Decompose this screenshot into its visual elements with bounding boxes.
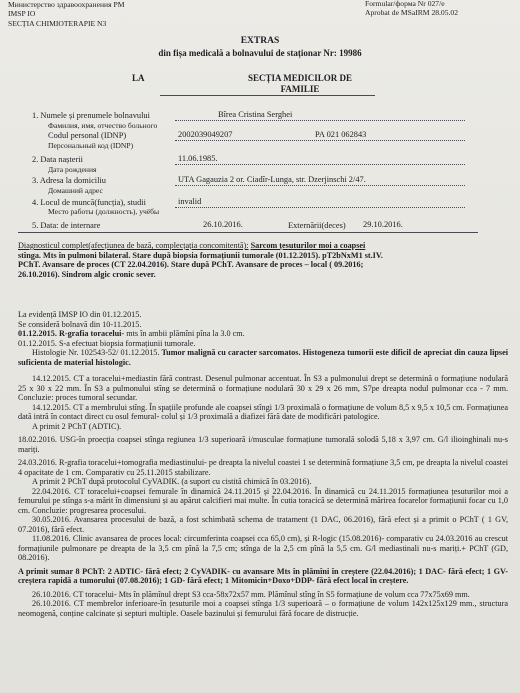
- section-label: SECȚIA CHIMIOTERAPIE N3: [8, 19, 107, 28]
- form-approval: Aprobat de MSaIRM 28.05.02: [365, 8, 459, 17]
- history-line-text: mts în ambii plămîni pîna la 3.0 cm.: [124, 329, 245, 338]
- address-value: UTA Gagauzia 2 or. Ciadîr-Lunga, str. Dzerjinschi 2/47.: [178, 175, 366, 184]
- course-paragraph: 14.12.2015. CT a toracelui+mediastin fără contrast. Desenul pulmonar accentuat. În S3 a pulmonului drept se determină o formațiune nodulară 25 x 30 x 22 mm. În S3 a pulmonului stîng se determină o formațiune nodulară 30 x 29 x 26 mm, S7pe dreapta nodul pulmonar cca - 7 mm. Concluzie: proces tumoral secundar.: [18, 374, 508, 402]
- history-line: 01.12.2015. S-a efectuat biopsia formațiunii tumorale.: [18, 338, 196, 348]
- field-line: [175, 185, 465, 186]
- birthdate-value: 11.06.1985.: [178, 154, 218, 163]
- course-paragraph: A primit 2 PChT după protocolul CyVADIK. (a suport cu cistită chimică în 03.2016).: [32, 477, 312, 486]
- form-number: Formular/форма Nr 027/e: [365, 0, 445, 8]
- doc-subtitle: din fișa medicală a bolnavului de staționar Nr: 19986: [158, 48, 362, 58]
- history-line: La evidență IMSP IO din 01.12.2015.: [18, 310, 142, 319]
- workplace-label: 4. Locul de muncă(funcția), studii: [32, 198, 146, 207]
- course-paragraph: 30.05.2016. Avansarea procesului de bază, a fost schimbată schema de tratament (1 DAC, 06.2016), fără efect și a primit o PChT ( 1 GV, 07.2016), fără efect.: [18, 515, 508, 534]
- birthdate-label-ru: Дата рождения: [48, 165, 97, 174]
- addressee-prefix: LA: [132, 73, 145, 83]
- history-line: Se consideră bolnavă din 10-11.2015.: [18, 319, 142, 329]
- diagnosis-line: 26.10.2016). Sindrom algic cronic sever.: [18, 269, 156, 279]
- diagnosis-block: [18, 241, 508, 279]
- discharge-label: Externării(deces): [288, 221, 346, 230]
- admission-date: 26.10.2016.: [203, 220, 243, 229]
- diagnosis-line: PChT. Avansare de proces (CT 22.04.2016). Stare după PChT. Avansare de proces – local ( 09.2016;: [18, 260, 364, 269]
- course-paragraph: 24.03.2016. R-grafia toracelui+tomografia mediastinului- pe dreapta la nivelul coastei 1 se determină formațiune 3,5 cm, pe dreapta la nivelul coastei 4 opacitate de 1 cm. Comparativ cu 25.11.2015 stabilizare.: [18, 458, 508, 477]
- course-paragraph: 11.08.2016. Clinic avansarea de proces local: circumferinta coapsei cca 65,0 cm), și R-logic (15.08.2016)- comparativ cu 24.03.2016 au crescut formațiunile pulmonare pe dreapta de la 3,5 cm pînă la 7,5 cm; stînga de la 2,5 cm pînă la 5,5 cm. G/l mediastinali nu-s mariți.+ PChT (GD, 08.2016).: [18, 534, 508, 562]
- idnp-label: Codul personal (IDNP): [48, 131, 127, 140]
- patient-name-value: Bîrea Cristina Serghei: [218, 110, 293, 119]
- field-line: [175, 207, 465, 208]
- dates-label: 5. Data: de internare: [32, 221, 101, 230]
- course-paragraph: 22.04.2016. CT toracelui+coapsei femurale în dinamică 24.11.2015 și 22.04.2016. În dinamică cu 24.11.2015 formațiunea țesuturilor moi a femurului pe stînga s-a mărit în dimensiuni și au apărut calcifieri mai multe. În cutia toracică se determină mărirea focarelor formațiunii focar cu 1,0 cm. Concluzie: progresarea procesului.: [18, 486, 508, 515]
- patient-name-label-ru: Фамилия, имя, отчество больного: [48, 121, 158, 130]
- institution-label: IMSP IO: [8, 9, 36, 18]
- idnp-label-ru: Персональный код (IDNP): [48, 141, 134, 150]
- field-line: [175, 120, 465, 121]
- workplace-value: invalid: [178, 197, 202, 206]
- diagnosis-label: Diagnosticul complet(afecțiunea de bază, complecțația concomitentă):: [18, 241, 249, 250]
- course-paragraph: 18.02.2016. USG-în proecția coapsei stînga regiunea 1/3 superioară i/musculae formațiune tumorală solodă 5,18 x 3,97 cm. G/l ilioinghinali nu-s mariți.: [18, 435, 508, 454]
- section-divider: [18, 232, 478, 233]
- course-paragraph: 14.12.2015. CT a membrului stîng. În spațiile profunde ale coapsei stîngi 1/3 proximală o formațiune de volum 8,5 x 9,5 x 10,5 cm. Formațiunea dată intră în contact direct cu osul femural- colul și 1/3 proximală a diafizei fără date de modificări patologice.: [18, 402, 508, 421]
- patient-name-label: 1. Numele și prenumele bolnavului: [32, 111, 150, 120]
- birthdate-label: 2. Data nașterii: [32, 155, 83, 164]
- course-paragraph: A primit 2 PChT (ADTIC).: [32, 421, 122, 431]
- diagnosis-line: stînga. Mts în pulmoni bilateral. Stare după biopsia formațiunii tumorale (01.12.2015). pT2bNxM1 st.IV.: [18, 250, 383, 260]
- history-line-bold: 01.12.2015. R-grafia toracelui-: [18, 329, 125, 338]
- doc-title: EXTRAS: [240, 36, 280, 46]
- discharge-date: 29.10.2016.: [363, 220, 403, 229]
- field-line: [175, 164, 465, 165]
- histology-ref: Histologie Nr. 102543-52/ 01.12.2015.: [32, 348, 160, 357]
- address-label: 3. Adresa la domiciliu: [32, 176, 106, 185]
- field-line: [175, 140, 465, 141]
- addressee-line-2: FAMILIE: [280, 84, 320, 94]
- history-block: [18, 310, 508, 367]
- diagnosis-main: Sarcom țesuturilor moi a coapsei: [250, 241, 366, 250]
- course-paragraph: 26.10.2016. CT membrelor inferioare-în țesuturile moi a coapsei stînga 1/3 superioară – o formațiune de volum 142x125x129 mm., structura neomogenă, conține calcinate și septuri multiple. Oasele bazinului și femurului fără focare de distrucție.: [18, 599, 508, 618]
- histology-result: Tumor malignă cu caracter sarcomatos. Histogeneza tumorii este dificil de apreciat din cauza lipsei suficienta de material histologic.: [18, 348, 508, 367]
- ministry-label: Министерство здравоохранения РМ: [8, 0, 125, 9]
- clinical-course-block: [18, 370, 508, 618]
- addressee-underline: [160, 95, 375, 96]
- passport-value: PA 021 062843: [315, 130, 367, 139]
- idnp-value: 2002039049207: [178, 130, 233, 139]
- course-paragraph: 26.10.2016. CT toracelui- Mts în plămînul drept S3 cca-58x72x57 mm. Plămînul stîng în S5 formațiune de volum cca 77x75x69 mm.: [32, 589, 470, 599]
- address-label-ru: Домашний адрес: [48, 186, 103, 195]
- treatment-summary: A primit sumar 8 PChT: 2 ADTIC- fără efect; 2 CyVADIK- cu avansare Mts în plămîni în creștere (22.04.2016); 1 DAC- fără efect; 1 GV- creștera rapidă a tumorului (07.08.2016); 1 GD- fără efect; 1 Mitomicin+Doxo+DDP- fără efect local în creștere.: [18, 566, 508, 585]
- addressee-line-1: SECȚIA MEDICILOR DE: [247, 73, 353, 83]
- workplace-label-ru: Место работы (должность), учёбы: [48, 207, 160, 216]
